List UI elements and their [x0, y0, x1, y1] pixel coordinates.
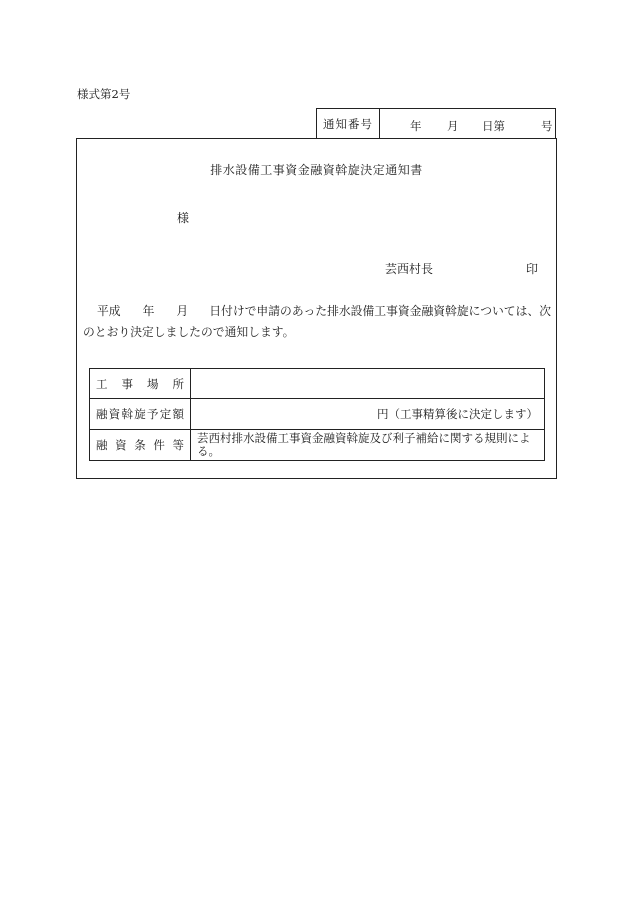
body-month-unit: 月	[176, 304, 189, 318]
body-era: 平成	[97, 304, 121, 318]
document-title: 排水設備工事資金融資斡旋決定通知書	[210, 163, 423, 177]
loan-conditions-label: 融資条件等	[90, 430, 191, 461]
body-line-2: のとおり決定しましたので通知します。	[83, 325, 295, 339]
seal-mark: 印	[526, 262, 539, 276]
construction-site-label: 工事場所	[90, 369, 191, 399]
notice-number-value[interactable]	[380, 109, 555, 138]
form-number: 様式第2号	[77, 87, 131, 101]
notice-number-label: 通知番号	[317, 109, 380, 138]
loan-amount-label: 融資斡旋予定額	[90, 399, 191, 430]
details-table	[89, 368, 545, 461]
notice-year-unit: 年	[410, 119, 422, 133]
loan-conditions-value: 芸西村排水設備工事資金融資斡旋及び利子補給に関する規則による。	[191, 430, 545, 461]
table-row	[90, 399, 545, 430]
issuer-name: 芸西村長	[385, 262, 434, 276]
notice-number-box	[316, 108, 556, 138]
notice-document-body	[76, 138, 557, 479]
body-line-1-rest: 日付けで申請のあった排水設備工事資金融資斡旋については、次	[209, 304, 551, 318]
loan-amount-value[interactable]: 円（工事精算後に決定します）	[191, 399, 545, 430]
table-row	[90, 430, 545, 461]
addressee[interactable]	[177, 209, 189, 226]
notice-body-text	[83, 301, 553, 343]
addressee-suffix: 様	[177, 211, 190, 225]
notice-day-no: 日第	[482, 119, 505, 133]
body-line-1	[83, 301, 553, 322]
construction-site-value[interactable]	[191, 369, 545, 399]
notice-number-unit: 号	[541, 119, 553, 133]
body-year-unit: 年	[142, 304, 155, 318]
notice-month-unit: 月	[447, 119, 459, 133]
table-row	[90, 369, 545, 399]
